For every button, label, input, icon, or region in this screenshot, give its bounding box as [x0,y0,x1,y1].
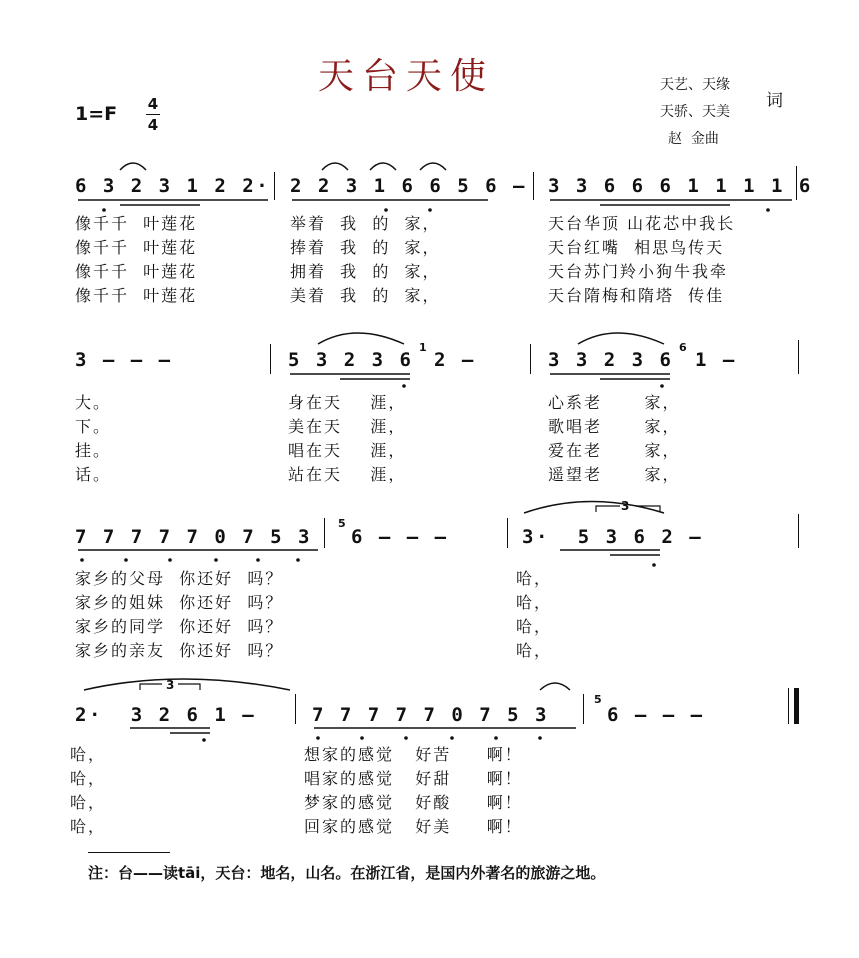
time-signature-bottom: 4 [147,116,159,134]
s2-v1-b: 身在天 涯， [288,393,407,412]
s2-v4-b: 站在天 涯， [288,465,407,484]
s3-measure-3: 3· 5 3 6 2 – [522,526,704,548]
s2-measure-2b: 2 – [434,349,476,371]
footnote: 注：台——读tāi，天台：地名，山名。在浙江省，是国内外著名的旅游之地。 [88,864,606,882]
s4-v3-b: 梦家的感觉 好酸 啊！ [304,793,523,812]
s1-v2-c: 天台红嘴 相思鸟传天 [548,238,725,257]
s1-v4-c: 天台隋梅和隋塔 传佳 [548,286,725,305]
s2-grace-note-1: 1 [419,341,427,354]
s2-measure-1: 3 – – – [75,349,173,371]
s3-v3-a: 家乡的同学 你还好 吗？ [75,617,284,636]
s2-v1-a: 大。 [75,393,112,412]
octave-dots [80,208,770,742]
s2-v4-a: 话。 [75,465,112,484]
s4-v4-a: 哈， [70,817,107,836]
composer-credit: 赵 金曲 [668,131,719,147]
s2-v3-c: 爱在老 家， [548,441,681,460]
s2-measure-3a: 3 3 2 3 6 [548,349,674,371]
slurs [84,163,664,690]
s3-grace-note: 5 [338,517,346,530]
s1-v1-a: 像千千 叶莲花 [75,214,198,233]
s1-v4-a: 像千千 叶莲花 [75,286,198,305]
s3-v4-b: 哈， [516,641,553,660]
time-signature-top: 4 [147,95,159,113]
s1-v2-a: 像千千 叶莲花 [75,238,198,257]
s3-measure-1: 7 7 7 7 7 0 7 5 3 [75,526,312,548]
s1-v1-b: 举着 我 的 家， [290,214,441,233]
s3-v3-b: 哈， [516,617,553,636]
s2-grace-note-2: 6 [679,341,687,354]
s4-v2-b: 唱家的感觉 好甜 啊！ [304,769,523,788]
lyricists-line-1: 天艺、天缘 [660,77,730,93]
s1-v2-b: 捧着 我 的 家， [290,238,441,257]
s1-v3-b: 拥着 我 的 家， [290,262,441,281]
s1-v1-c: 天台华顶 山花芯中我长 [548,214,736,233]
s1-v4-b: 美着 我 的 家， [290,286,441,305]
duration-underlines [78,200,792,733]
s4-v2-a: 哈， [70,769,107,788]
s3-v2-a: 家乡的姐妹 你还好 吗？ [75,593,284,612]
s3-triplet-mark: 3 [621,499,630,513]
s2-v2-b: 美在天 涯， [288,417,407,436]
s3-v2-b: 哈， [516,593,553,612]
s4-v1-a: 哈， [70,745,107,764]
triplet-brackets [140,506,660,690]
s2-v4-c: 遥望老 家， [548,465,681,484]
s1-measure-1: 6 3 2 3 1 2 2· [75,175,271,197]
s4-v4-b: 回家的感觉 好美 啊！ [304,817,523,836]
lyrics-role-label: 词 [766,91,783,111]
s3-v1-a: 家乡的父母 你还好 吗？ [75,569,284,588]
s2-v2-a: 下。 [75,417,112,436]
s3-v1-b: 哈， [516,569,553,588]
s2-measure-3b: 1 – [695,349,737,371]
s3-v4-a: 家乡的亲友 你还好 吗？ [75,641,284,660]
s4-v3-a: 哈， [70,793,107,812]
s1-v3-c: 天台苏门羚小狗牛我牵 [548,262,729,281]
s2-v2-c: 歌唱老 家， [548,417,681,436]
lyricists-line-2: 天骄、天美 [660,104,730,120]
s1-measure-3: 3 3 6 6 6 1 1 1 1 6 [548,175,813,197]
s2-measure-2a: 5 3 2 3 6 [288,349,414,371]
song-title: 天台天使 [318,56,495,97]
s2-v3-b: 唱在天 涯， [288,441,407,460]
s1-measure-2: 2 2 3 1 6 6 5 6 – [290,175,527,197]
s4-v1-b: 想家的感觉 好苦 啊！ [304,745,523,764]
s4-measure-2: 7 7 7 7 7 0 7 5 3 [312,704,549,726]
s3-measure-2: 6 – – – [351,526,449,548]
key-signature: 1=F [75,103,118,125]
s4-grace-note: 5 [594,693,602,706]
s4-triplet-mark: 3 [166,678,175,692]
s4-measure-1: 2· 3 2 6 1 – [75,704,257,726]
s4-measure-3: 6 – – – [607,704,705,726]
s2-v3-a: 挂。 [75,441,112,460]
s2-v1-c: 心系老 家， [548,393,681,412]
s1-v3-a: 像千千 叶莲花 [75,262,198,281]
